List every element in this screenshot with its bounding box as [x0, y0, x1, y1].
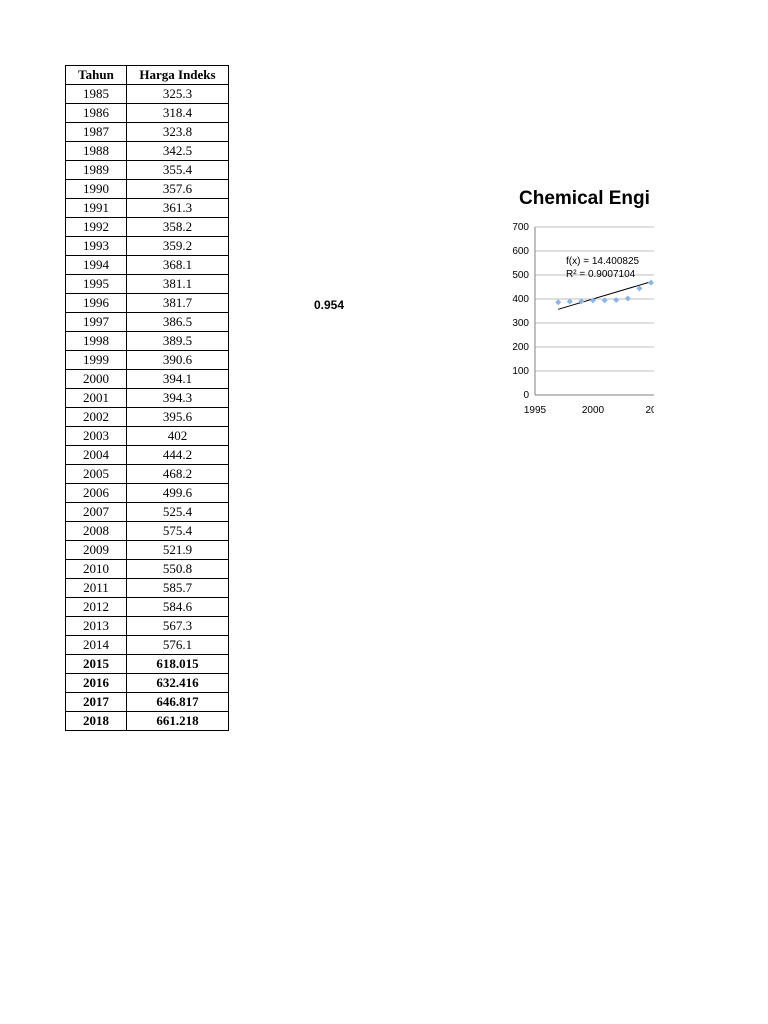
- cell-harga-indeks: 584.6: [127, 598, 229, 617]
- cell-harga-indeks: 359.2: [127, 237, 229, 256]
- table-row: [66, 617, 229, 636]
- cell-harga-indeks: 567.3: [127, 617, 229, 636]
- chart-x-tick-label: 2000: [581, 405, 605, 416]
- cell-harga-indeks: 395.6: [127, 408, 229, 427]
- cell-tahun: 1985: [66, 85, 127, 104]
- cell-harga-indeks: 646.817: [127, 693, 229, 712]
- table-row: [66, 351, 229, 370]
- cell-tahun: 1988: [66, 142, 127, 161]
- table-row: [66, 180, 229, 199]
- table-row: [66, 522, 229, 541]
- cell-harga-indeks: 318.4: [127, 104, 229, 123]
- cell-harga-indeks: 355.4: [127, 161, 229, 180]
- table-row: [66, 541, 229, 560]
- cell-harga-indeks: 468.2: [127, 465, 229, 484]
- table-row: [66, 693, 229, 712]
- chart-svg: [505, 180, 657, 420]
- cell-harga-indeks: 499.6: [127, 484, 229, 503]
- table-row: [66, 446, 229, 465]
- chart-equation: f(x) = 14.400825: [566, 256, 640, 267]
- correlation-value: 0.954: [314, 298, 345, 312]
- cell-tahun: 2003: [66, 427, 127, 446]
- cell-harga-indeks: 550.8: [127, 560, 229, 579]
- cell-harga-indeks: 390.6: [127, 351, 229, 370]
- cell-harga-indeks: 358.2: [127, 218, 229, 237]
- chart-y-tick-label: 700: [512, 222, 529, 233]
- table-row: [66, 123, 229, 142]
- cell-tahun: 2000: [66, 370, 127, 389]
- cell-tahun: 2012: [66, 598, 127, 617]
- chart-y-tick-label: 200: [512, 342, 529, 353]
- cell-tahun: 1995: [66, 275, 127, 294]
- chart-x-tick-label: 20: [645, 405, 657, 416]
- table-row: [66, 256, 229, 275]
- table-row: [66, 199, 229, 218]
- table-row: [66, 313, 229, 332]
- table-row: [66, 85, 229, 104]
- chart-title: Chemical Engi: [519, 188, 650, 209]
- cell-tahun: 2009: [66, 541, 127, 560]
- cell-harga-indeks: 342.5: [127, 142, 229, 161]
- table-row: [66, 104, 229, 123]
- cell-tahun: 1994: [66, 256, 127, 275]
- cell-tahun: 2016: [66, 674, 127, 693]
- chart-x-ticks: [523, 405, 657, 416]
- table-row: [66, 427, 229, 446]
- cell-tahun: 2018: [66, 712, 127, 731]
- table-row: [66, 674, 229, 693]
- table-row: [66, 142, 229, 161]
- table-row: [66, 636, 229, 655]
- chart-grid: [535, 227, 654, 395]
- cell-harga-indeks: 444.2: [127, 446, 229, 465]
- cell-harga-indeks: 394.1: [127, 370, 229, 389]
- cell-harga-indeks: 521.9: [127, 541, 229, 560]
- cell-harga-indeks: 576.1: [127, 636, 229, 655]
- table-row: [66, 579, 229, 598]
- cell-tahun: 2015: [66, 655, 127, 674]
- cell-harga-indeks: 325.3: [127, 85, 229, 104]
- table-body: [66, 85, 229, 731]
- cell-tahun: 2010: [66, 560, 127, 579]
- index-table: [65, 65, 229, 731]
- cell-tahun: 2007: [66, 503, 127, 522]
- header-harga-indeks: Harga Indeks: [127, 66, 229, 85]
- cell-tahun: 1993: [66, 237, 127, 256]
- table-header-row: [66, 66, 229, 85]
- chart-points: [555, 280, 654, 306]
- cell-tahun: 1990: [66, 180, 127, 199]
- cell-tahun: 1987: [66, 123, 127, 142]
- table-row: [66, 560, 229, 579]
- table-row: [66, 712, 229, 731]
- chart-data-point: [613, 297, 619, 303]
- header-tahun: Tahun: [66, 66, 127, 85]
- chart-y-tick-label: 0: [523, 390, 529, 401]
- cell-tahun: 1999: [66, 351, 127, 370]
- cell-harga-indeks: 381.7: [127, 294, 229, 313]
- table-row: [66, 294, 229, 313]
- cell-tahun: 1992: [66, 218, 127, 237]
- table-row: [66, 503, 229, 522]
- table-row: [66, 655, 229, 674]
- cell-tahun: 1998: [66, 332, 127, 351]
- cell-harga-indeks: 402: [127, 427, 229, 446]
- table-row: [66, 161, 229, 180]
- cell-tahun: 2002: [66, 408, 127, 427]
- table-row: [66, 484, 229, 503]
- cell-harga-indeks: 368.1: [127, 256, 229, 275]
- cell-tahun: 2001: [66, 389, 127, 408]
- cell-harga-indeks: 575.4: [127, 522, 229, 541]
- cell-harga-indeks: 323.8: [127, 123, 229, 142]
- cell-tahun: 2013: [66, 617, 127, 636]
- chart-x-tick-label: 1995: [523, 405, 547, 416]
- cell-harga-indeks: 661.218: [127, 712, 229, 731]
- cell-harga-indeks: 585.7: [127, 579, 229, 598]
- chart-data-point: [602, 297, 608, 303]
- cell-tahun: 1997: [66, 313, 127, 332]
- table-row: [66, 370, 229, 389]
- cell-harga-indeks: 632.416: [127, 674, 229, 693]
- chart-y-tick-label: 600: [512, 246, 529, 257]
- chart-r-squared: R² = 0.9007104: [566, 269, 636, 280]
- cell-harga-indeks: 386.5: [127, 313, 229, 332]
- chart-y-tick-label: 400: [512, 294, 529, 305]
- cell-tahun: 2008: [66, 522, 127, 541]
- chart-y-tick-label: 100: [512, 366, 529, 377]
- table-row: [66, 275, 229, 294]
- table-row: [66, 598, 229, 617]
- chart-y-tick-label: 300: [512, 318, 529, 329]
- cell-tahun: 1989: [66, 161, 127, 180]
- chart-data-point: [555, 299, 561, 305]
- cell-harga-indeks: 389.5: [127, 332, 229, 351]
- table-row: [66, 389, 229, 408]
- cell-tahun: 2017: [66, 693, 127, 712]
- table-row: [66, 237, 229, 256]
- cell-tahun: 1986: [66, 104, 127, 123]
- cell-tahun: 2006: [66, 484, 127, 503]
- cell-harga-indeks: 361.3: [127, 199, 229, 218]
- table-row: [66, 408, 229, 427]
- chart-data-point: [625, 296, 631, 302]
- table-row: [66, 332, 229, 351]
- cell-harga-indeks: 618.015: [127, 655, 229, 674]
- cell-tahun: 1996: [66, 294, 127, 313]
- chart-data-point: [648, 280, 654, 286]
- chart-trendline: [558, 282, 651, 310]
- cell-harga-indeks: 525.4: [127, 503, 229, 522]
- cell-harga-indeks: 394.3: [127, 389, 229, 408]
- chart-y-tick-label: 500: [512, 270, 529, 281]
- table-row: [66, 465, 229, 484]
- cell-tahun: 2004: [66, 446, 127, 465]
- cell-tahun: 2005: [66, 465, 127, 484]
- cell-harga-indeks: 381.1: [127, 275, 229, 294]
- cell-harga-indeks: 357.6: [127, 180, 229, 199]
- chart-container: [505, 180, 657, 420]
- chart-y-ticks: [512, 222, 529, 401]
- cell-tahun: 2011: [66, 579, 127, 598]
- cell-tahun: 2014: [66, 636, 127, 655]
- cell-tahun: 1991: [66, 199, 127, 218]
- table-row: [66, 218, 229, 237]
